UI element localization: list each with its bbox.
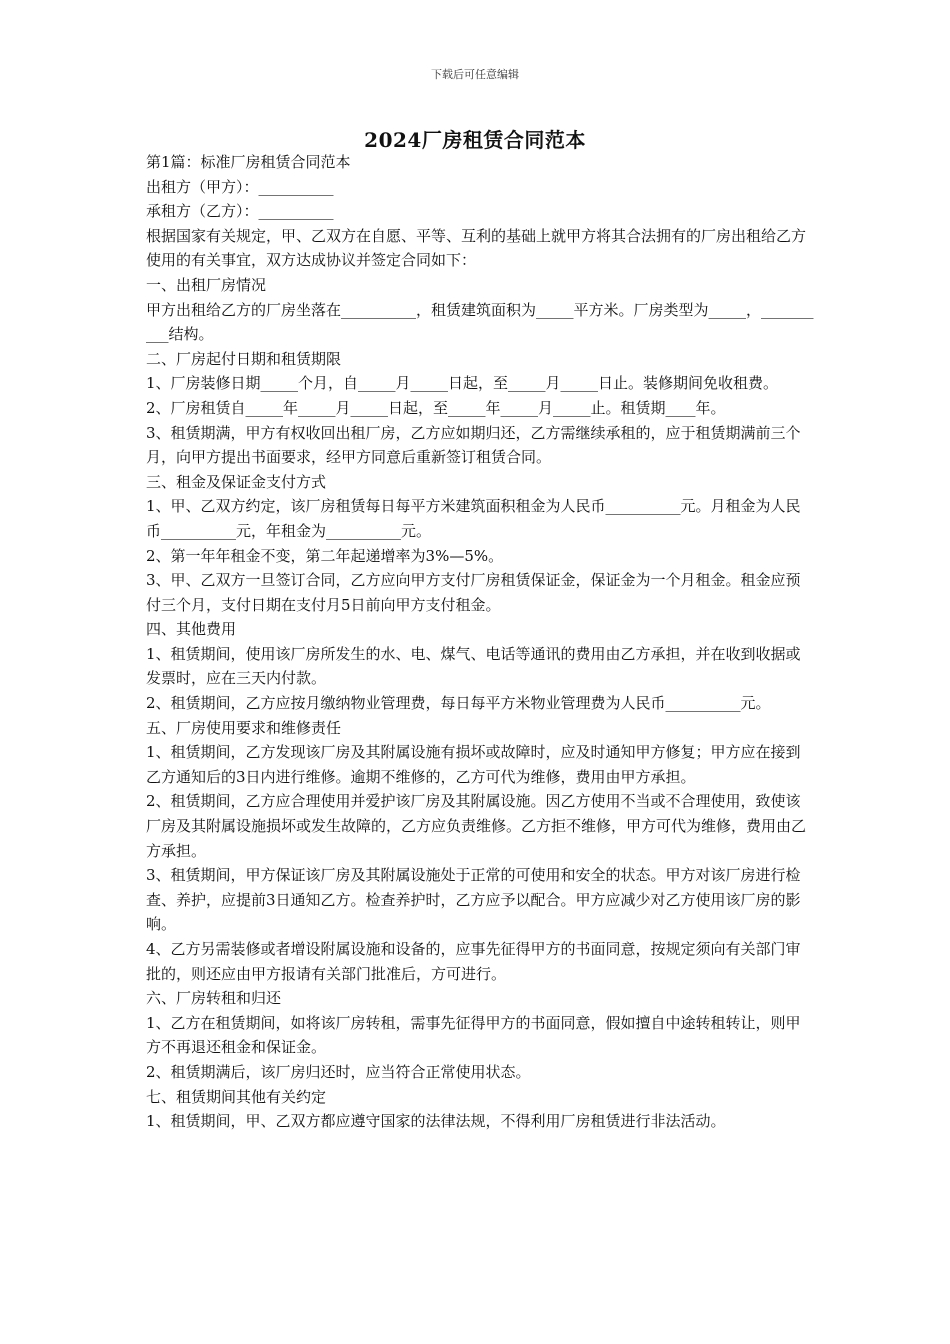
paragraph: 3、甲、乙双方一旦签订合同，乙方应向甲方支付厂房租赁保证金，保证金为一个月租金。租金应预付三个月，支付日期在支付月5日前向甲方支付租金。 (146, 571, 801, 614)
paragraph: 出租方（甲方）：__________ (146, 177, 334, 196)
document-title: 2024厂房租赁合同范本 (364, 128, 586, 152)
section-heading: 三、租金及保证金支付方式 (146, 472, 327, 491)
section-heading: 二、厂房起付日期和租赁期限 (146, 349, 342, 368)
section-heading: 一、出租厂房情况 (146, 275, 267, 294)
paragraph: 2、租赁期满后，该厂房归还时，应当符合正常使用状态。 (146, 1062, 531, 1081)
paragraph: 1、乙方在租赁期间，如将该厂房转租，需事先征得甲方的书面同意，假如擅自中途转租转让，则甲方不再退还租金和保证金。 (146, 1013, 801, 1057)
paragraph: 第1篇：标准厂房租赁合同范本 (146, 153, 351, 171)
paragraph: 3、租赁期满，甲方有权收回出租厂房，乙方应如期归还，乙方需继续承租的，应于租赁期满前三个月，向甲方提出书面要求，经甲方同意后重新签订租赁合同。 (146, 423, 801, 467)
section-heading: 四、其他费用 (146, 620, 237, 639)
paragraph: 2、第一年年租金不变，第二年起递增率为3%—5%。 (146, 546, 504, 565)
paragraph: 根据国家有关规定，甲、乙双方在自愿、平等、互利的基础上就甲方将其合法拥有的厂房出租给乙方使用的有关事宜，双方达成协议并签定合同如下： (146, 226, 807, 270)
document-body (146, 150, 814, 1134)
section-heading: 七、租赁期间其他有关约定 (146, 1087, 327, 1106)
paragraph: 2、租赁期间，乙方应合理使用并爱护该厂房及其附属设施。因乙方使用不当或不合理使用，致使该厂房及其附属设施损坏或发生故障的，乙方应负责维修。乙方拒不维修，甲方可代为维修，费用由乙方承担。 (146, 792, 807, 860)
section-heading: 五、厂房使用要求和维修责任 (146, 718, 342, 737)
paragraph: 4、乙方另需装修或者增设附属设施和设备的，应事先征得甲方的书面同意，按规定须向有关部门审批的，则还应由甲方报请有关部门批准后，方可进行。 (146, 940, 801, 983)
paragraph: 承租方（乙方）：__________ (146, 202, 334, 221)
paragraph: 1、租赁期间，甲、乙双方都应遵守国家的法律法规，不得利用厂房租赁进行非法活动。 (146, 1112, 726, 1131)
paragraph: 2、厂房租赁自_____年_____月_____日起，至_____年_____月_____止。租赁期____年。 (146, 398, 726, 417)
paragraph: 2、租赁期间，乙方应按月缴纳物业管理费，每日每平方米物业管理费为人民币__________元。 (146, 694, 771, 713)
paragraph: 1、甲、乙双方约定，该厂房租赁每日每平方米建筑面积租金为人民币__________元。月租金为人民币__________元，年租金为__________元。 (146, 497, 801, 540)
paragraph: 1、厂房装修日期_____个月，自_____月_____日起，至_____月_____日止。装修期间免收租费。 (146, 374, 779, 393)
section-heading: 六、厂房转租和归还 (146, 989, 282, 1008)
page-header-note: 下载后可任意编辑 (431, 68, 519, 81)
paragraph: 1、租赁期间，乙方发现该厂房及其附属设施有损坏或故障时，应及时通知甲方修复；甲方应在接到乙方通知后的3日内进行维修。逾期不维修的，乙方可代为维修，费用由甲方承担。 (146, 743, 801, 786)
paragraph: 1、租赁期间，使用该厂房所发生的水、电、煤气、电话等通讯的费用由乙方承担，并在收到收据或发票时，应在三天内付款。 (146, 644, 801, 688)
paragraph: 3、租赁期间，甲方保证该厂房及其附属设施处于正常的可使用和安全的状态。甲方对该厂房进行检查、养护，应提前3日通知乙方。检查养护时，乙方应予以配合。甲方应减少对乙方使用该厂房的影响。 (146, 866, 801, 934)
paragraph: 甲方出租给乙方的厂房坐落在__________，租赁建筑面积为_____平方米。厂房类型为_____，__________结构。 (146, 300, 814, 344)
